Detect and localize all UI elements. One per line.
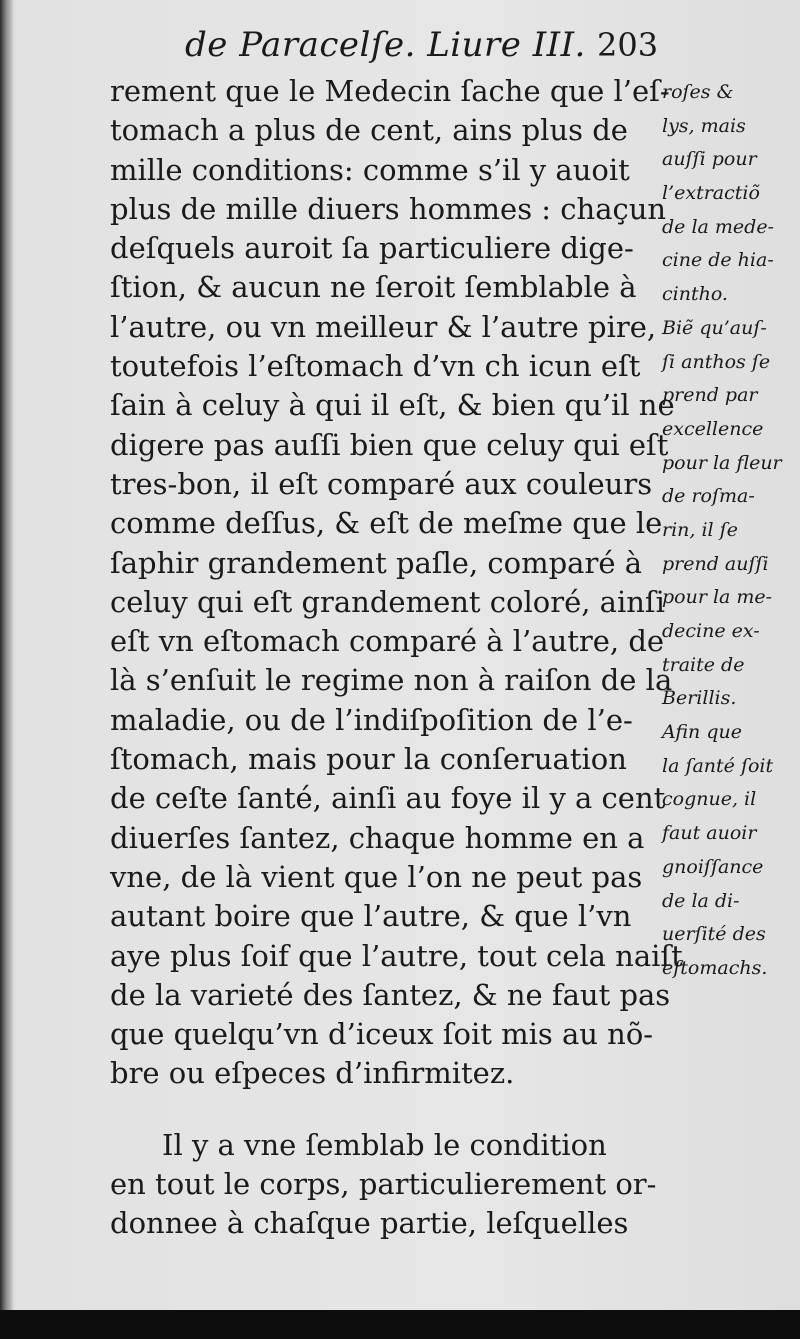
text-line: tres-bon, il eſt comparé aux couleurs [110,466,653,501]
text-line: donnee à chaſque partie, leſquelles [110,1206,629,1241]
margin-note-line: traite de [662,653,745,676]
margin-note-line: Berillis. [662,687,737,710]
marginal-notes [662,76,792,986]
margin-note-line: Biẽ qu’auſ- [662,316,767,339]
margin-note-line: de roſma- [662,485,755,508]
text-line: de ceſte ſanté, ainſi au foye il y a cent [110,781,666,816]
margin-note-line: faut auoir [662,822,757,845]
text-line: rement que le Medecin ſache que l’eſ- [110,74,670,108]
margin-note-line: cintho. [662,283,728,306]
margin-note-line: auſſi pour [662,148,757,171]
margin-note-line: excellence [662,417,764,440]
margin-note-line: de la di- [662,889,740,912]
text-line: vne, de là vient que l’on ne peut pas [110,859,643,894]
margin-note-line: l’extractiõ [662,182,760,205]
margin-note-line: prend auſſi [662,552,769,575]
text-line: autant boire que l’autre, & que l’vn [110,899,632,934]
margin-note-line: la ſanté ſoit [662,754,774,777]
margin-note-line: gnoiſſance [662,855,764,878]
text-line: eſt vn eſtomach comparé à l’autre, de [110,624,665,659]
paragraph-1 [110,72,683,1094]
margin-note-line: decine ex- [662,620,760,642]
text-line: que quelqu’vn d’iceux ſoit mis au nõ- [110,1017,654,1052]
margin-note-line: de la mede- [662,215,774,238]
text-line: en tout le corps, particulierement or- [110,1167,657,1202]
text-line: ſtion, & aucun ne ſeroit ſemblable à [110,270,637,305]
text-line: là s’enſuit le regime non à raiſon de la [110,663,673,698]
margin-note-line: pour la fleur [662,451,782,474]
text-line: celuy qui eſt grandement coloré, ainſi [110,584,665,619]
margin-note-line: ſi anthos ſe [662,350,771,373]
margin-note-line: pour la me- [662,586,773,609]
page-gutter-shadow [0,0,14,1339]
scan-bottom-edge [0,1310,800,1339]
text-line: ſaphir grandement paſle, comparé à [110,545,642,580]
text-line: maladie, ou de l’indiſpoſition de l’e- [110,702,633,737]
running-title: de Paracelſe. Liure III. [185,25,586,65]
text-line: plus de mille diuers hommes : chaçun [110,191,667,226]
text-line: de la varieté des ſantez, & ne faut pas [110,977,671,1012]
margin-note-line: lys, mais [662,114,746,137]
paragraph-2 [110,1126,655,1244]
text-line: ſtomach, mais pour la conſeruation [110,742,627,777]
paragraph-break [110,1094,655,1126]
text-line: deſquels auroit ſa particuliere dige- [110,231,634,266]
margin-note-line: Afin que [662,721,742,744]
page-header [185,22,665,72]
text-line: ſain à celuy à qui il eſt, & bien qu’il ne [110,388,675,423]
text-line: l’autre, ou vn meilleur & l’autre pire, [110,309,657,344]
text-line: mille conditions: comme s’il y auoit [110,152,630,187]
margin-note-line: cine de hia- [662,249,774,272]
text-line: diuerſes ſantez, chaque homme en a [110,820,645,855]
main-text-block [110,72,683,1244]
text-line: Il y a vne ſemblab le condition [162,1127,607,1162]
text-line: toutefois l’eſtomach d’vn ch icun eſt [110,349,641,384]
text-line: digere pas auſſi bien que celuy qui eſt [110,427,669,462]
text-line: comme deſſus, & eſt de meſme que le [110,506,663,541]
page-number: 203 [597,26,659,64]
margin-note-line: roſes & [662,81,734,103]
margin-note-line: cognue, il [662,788,757,811]
margin-note-line: eſtomachs. [662,956,768,979]
text-line: tomach a plus de cent, ains plus de [110,113,628,148]
text-line: aye plus ſoif que l’autre, tout cela naiſt [110,938,683,973]
margin-note-line: prend par [662,384,758,407]
text-line: bre ou eſpeces d’infirmitez. [110,1056,515,1091]
margin-note-line: rin, il ſe [662,518,738,541]
margin-note-line: uerſité des [662,923,766,946]
